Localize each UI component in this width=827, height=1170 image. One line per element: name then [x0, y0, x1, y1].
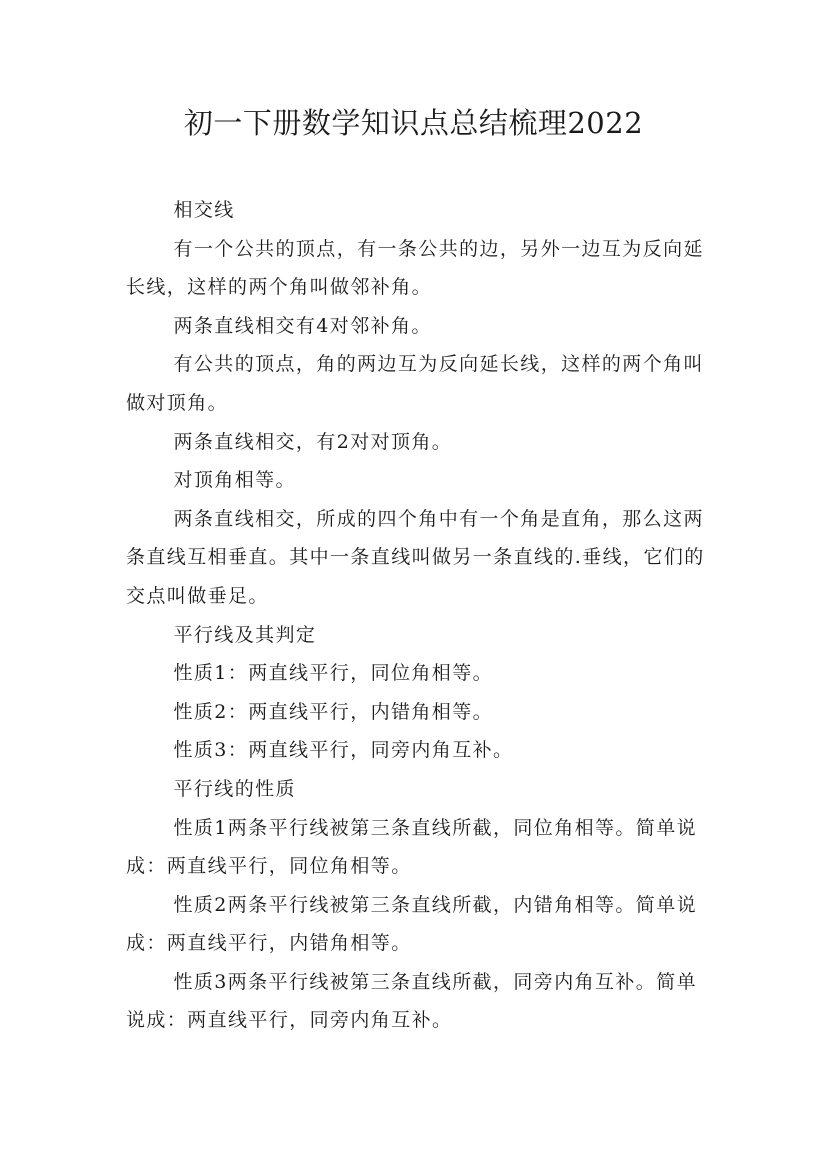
paragraph-vertical-angles-count: 两条直线相交，有2对对顶角。: [173, 430, 453, 453]
paragraph-property-3: 性质3：两直线平行，同旁内角互补。: [173, 739, 514, 762]
paragraph-vertical-angles-definition: 有公共的顶点，角的两边互为反向延长线，这样的两个角叫做对顶角。: [126, 353, 704, 414]
paragraph-adjacent-supplementary-definition: 有一个公共的顶点，有一条公共的边，另外一边互为反向延长线，这样的两个角叫做邻补角。: [126, 237, 704, 299]
section-heading-parallel-properties: 平行线的性质: [173, 777, 296, 800]
paragraph-perpendicular-definition: 两条直线相交，所成的四个角中有一个角是直角，那么这两条直线互相垂直。其中一条直线叫做另一条直线的.垂线，它们的交点叫做垂足。: [126, 507, 705, 607]
paragraph-parallel-property-2: 性质2两条平行线被第三条直线所截，内错角相等。简单说成：两直线平行，内错角相等。: [126, 893, 697, 955]
paragraph-property-2: 性质2：两直线平行，内错角相等。: [173, 700, 493, 723]
paragraph-property-1: 性质1：两直线平行，同位角相等。: [173, 662, 493, 685]
paragraph-parallel-property-3: 性质3两条平行线被第三条直线所截，同旁内角互补。简单说成：两直线平行，同旁内角互补。: [126, 970, 697, 1032]
section-heading-intersecting-lines: 相交线: [173, 199, 235, 221]
section-heading-parallel-criteria: 平行线及其判定: [173, 623, 317, 646]
paragraph-adjacent-supplementary-count: 两条直线相交有4对邻补角。: [173, 314, 432, 337]
paragraph-vertical-angles-equal: 对顶角相等。: [173, 469, 296, 492]
document-body: [126, 191, 709, 1040]
paragraph-parallel-property-1: 性质1两条平行线被第三条直线所截，同位角相等。简单说成：两直线平行，同位角相等。: [126, 816, 697, 878]
document-title: 初一下册数学知识点总结梳理2022: [183, 106, 644, 140]
